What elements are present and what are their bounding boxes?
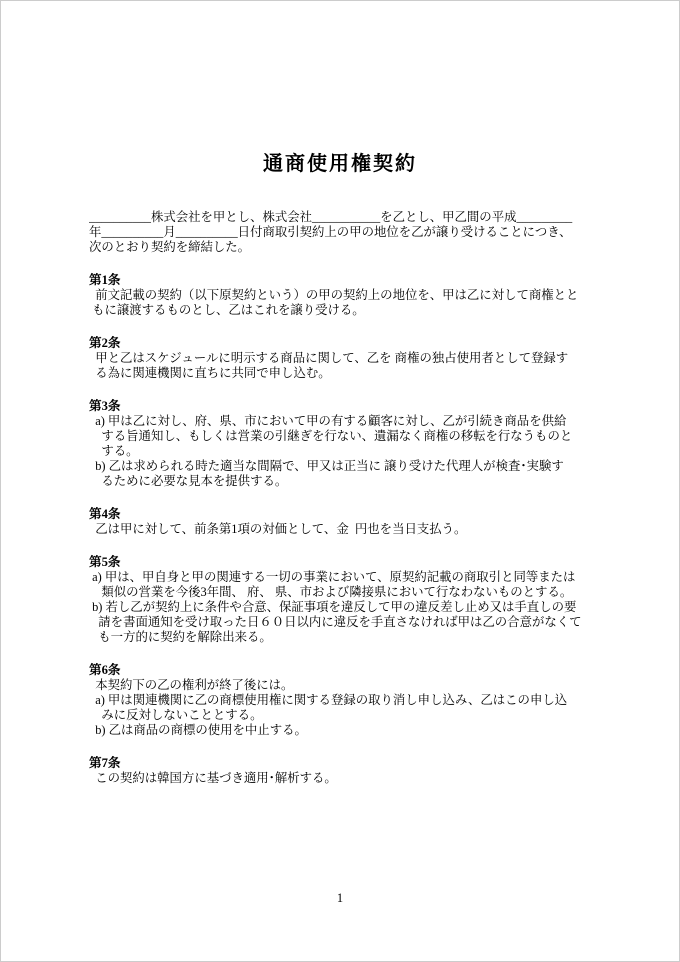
- document-title: 通商使用権契約: [263, 153, 417, 175]
- article-heading: 第2条: [89, 336, 121, 350]
- article-line: する旨通知し、もしくは営業の引継ぎを行ない、遺漏なく商権の移転を行なうものと: [89, 429, 573, 443]
- article-4: [89, 507, 593, 537]
- article-line: する。: [89, 444, 139, 458]
- article-6: [89, 663, 593, 738]
- article-heading: 第6条: [89, 663, 121, 677]
- article-heading: 第4条: [89, 507, 121, 521]
- article-line: 乙は甲に対して、前条第1項の対価として、金 円也を当日支払う。: [89, 522, 467, 536]
- article-heading: 第1条: [89, 273, 121, 287]
- article-line: 本契約下の乙の権利が終了後には。: [89, 678, 294, 692]
- article-line: るために必要な見本を提供する。: [89, 474, 288, 488]
- article-line: b) 乙は商品の商標の使用を中止する。: [89, 723, 307, 737]
- article-1: [89, 273, 593, 318]
- page-number: 1: [336, 891, 344, 905]
- article-line: a) 甲は関連機関に乙の商標使用権に関する登録の取り消し申し込み、乙はこの申し込: [89, 693, 568, 707]
- article-line: a) 甲は、甲自身と甲の関連する一切の事業において、原契約記載の商取引と同等または: [89, 570, 576, 584]
- article-3: [89, 399, 593, 489]
- article-line: b) 若し乙が契約上に条件や合意、保証事項を違反して甲の違反差し止め又は手直しの要: [89, 600, 577, 614]
- preamble-line: 次のとおり契約を締結した。: [89, 240, 251, 254]
- article-line: みに反対しないこととする。: [89, 708, 263, 722]
- article-line: b) 乙は求められる時た適当な間隔で、甲又は正当に 譲り受けた代理人が検査･実験す: [89, 459, 564, 473]
- article-2: [89, 336, 593, 381]
- article-5: [89, 555, 593, 645]
- article-line: もに譲渡するものとし、乙はこれを譲り受ける。: [89, 303, 365, 317]
- article-line: も一方的に契約を解除出来る。: [89, 630, 272, 644]
- document-body: [1, 210, 679, 786]
- article-heading: 第3条: [89, 399, 121, 413]
- article-line: 甲と乙はスケジュールに明示する商品に関して、乙を 商権の独占使用者として登録す: [89, 351, 569, 365]
- preamble-paragraph: [89, 210, 593, 255]
- preamble-line: 年__________月__________日付商取引契約上の甲の地位を乙が譲り受けることにつき、: [89, 225, 572, 239]
- article-heading: 第5条: [89, 555, 121, 569]
- article-7: [89, 756, 593, 786]
- article-line: この契約は韓国方に基づき適用･解析する。: [89, 771, 337, 785]
- article-line: a) 甲は乙に対し、府、県、市において甲の有する顧客に対し、乙が引続き商品を供給: [89, 414, 567, 428]
- article-heading: 第7条: [89, 756, 121, 770]
- article-line: る為に関連機関に直ちに共同で申し込む。: [89, 366, 331, 380]
- article-line: 類似の営業を今後3年間、 府、 県、市および隣接県において行なわないものとする。: [89, 585, 573, 599]
- preamble-line: __________株式会社を甲とし、株式会社___________を乙とし、甲乙間の平成_________: [89, 210, 573, 224]
- article-line: 請を書面通知を受け取った日６０日以内に違反を手直さなければ甲は乙の合意がなくて: [89, 615, 582, 629]
- article-line: 前文記載の契約（以下原契約という）の甲の契約上の地位を、甲は乙に対して商権とと: [89, 288, 579, 302]
